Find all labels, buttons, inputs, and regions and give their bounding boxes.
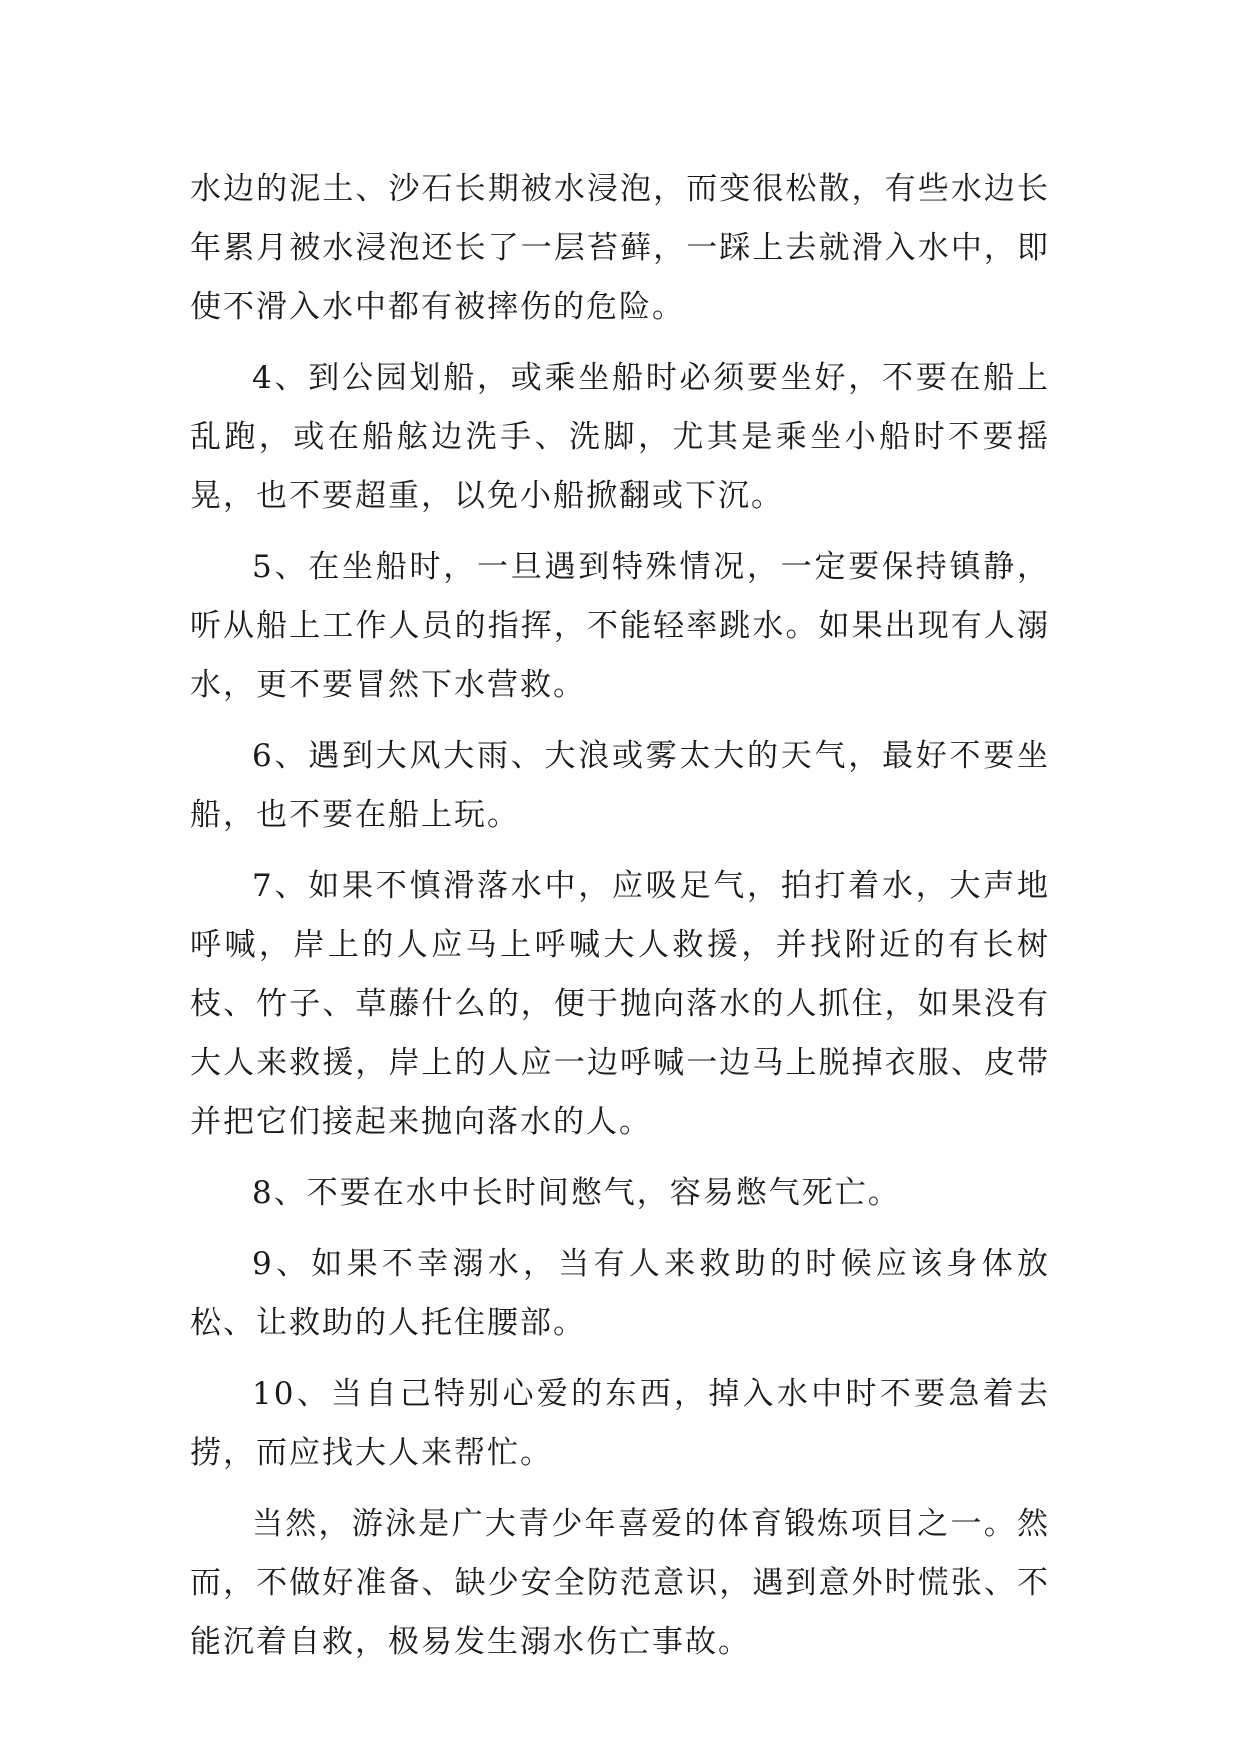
paragraph-item-10: 10、当自己特别心爱的东西，掉入水中时不要急着去捞，而应找大人来帮忙。 (190, 1376, 1050, 1471)
paragraph-conclusion: 当然，游泳是广大青少年喜爱的体育锻炼项目之一。然而，不做好准备、缺少安全防范意识，遇到意外时慌张、不能沉着自救，极易发生溺水伤亡事故。 (190, 1506, 1050, 1660)
paragraph-item-8: 8、不要在水中长时间憋气，容易憋气死亡。 (252, 1175, 901, 1211)
document-body (190, 160, 1050, 1684)
paragraph-item-5: 5、在坐船时，一旦遇到特殊情况，一定要保持镇静，听从船上工作人员的指挥，不能轻率跳水。如果出现有人溺水，更不要冒然下水营救。 (190, 549, 1050, 703)
paragraph-continuation: 水边的泥土、沙石长期被水浸泡，而变很松散，有些水边长年累月被水浸泡还长了一层苔藓，一踩上去就滑入水中，即使不滑入水中都有被摔伤的危险。 (190, 171, 1050, 325)
paragraph-item-9: 9、如果不幸溺水，当有人来救助的时候应该身体放松、让救助的人托住腰部。 (190, 1246, 1050, 1341)
paragraph-item-4: 4、到公园划船，或乘坐船时必须要坐好，不要在船上乱跑，或在船舷边洗手、洗脚，尤其是乘坐小船时不要摇晃，也不要超重，以免小船掀翻或下沉。 (190, 360, 1050, 514)
paragraph-item-6: 6、遇到大风大雨、大浪或雾太大的天气，最好不要坐船，也不要在船上玩。 (190, 738, 1050, 833)
paragraph-item-7: 7、如果不慎滑落水中，应吸足气，拍打着水，大声地呼喊，岸上的人应马上呼喊大人救援，并找附近的有长树枝、竹子、草藤什么的，便于抛向落水的人抓住，如果没有大人来救援，岸上的人应一边呼喊一边马上脱掉衣服、皮带并把它们接起来抛向落水的人。 (190, 868, 1050, 1140)
